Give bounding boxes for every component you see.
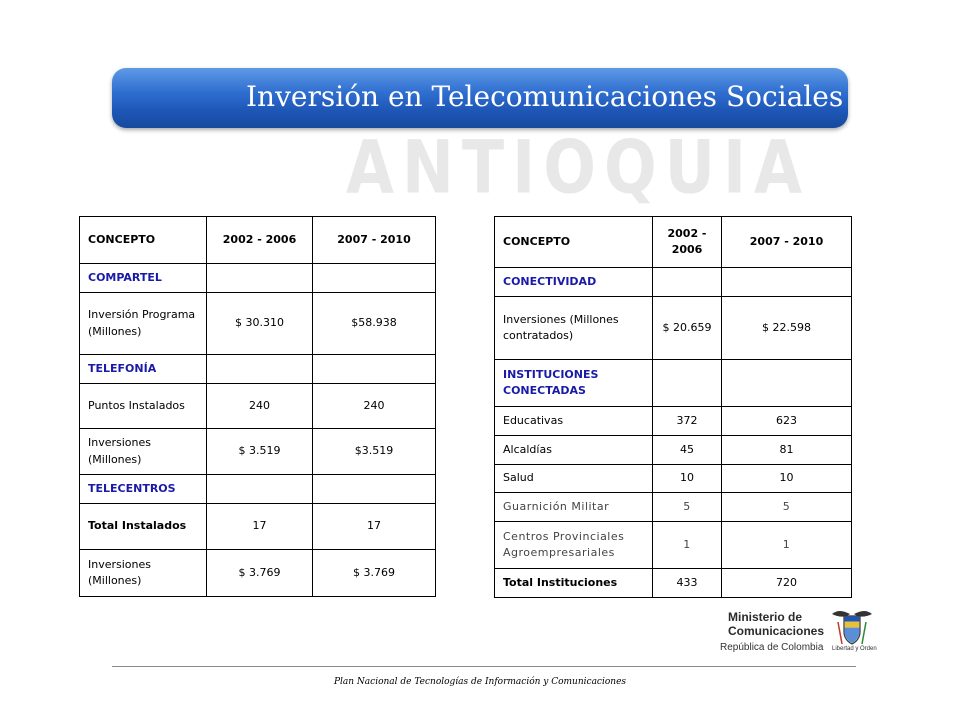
- row-value-2007: 240: [313, 384, 436, 429]
- logo-ministry-line1: Ministerio de: [728, 610, 803, 624]
- ministry-logo: [720, 608, 880, 664]
- row-concept: TELECENTROS: [80, 475, 207, 504]
- row-concept: Alcaldías: [495, 436, 653, 465]
- row-value-2002: $ 20.659: [653, 297, 722, 360]
- header-2007-2010: 2007 - 2010: [313, 217, 436, 264]
- row-value-2002: 10: [653, 465, 722, 493]
- region-title: ANTIOQUIA: [346, 124, 811, 211]
- row-concept: Inversión Programa (Millones): [80, 293, 207, 355]
- row-value-2007: 10: [722, 465, 852, 493]
- row-value-2002: [207, 264, 313, 293]
- table-row: [80, 429, 436, 475]
- row-concept: Inversiones (Millones contratados): [495, 297, 653, 360]
- table-row: [495, 360, 852, 407]
- logo-ministry-line2: Comunicaciones: [728, 624, 825, 638]
- row-concept: Centros Provinciales Agroempresariales: [495, 522, 653, 569]
- table-row: [80, 355, 436, 384]
- table-row: [80, 264, 436, 293]
- row-value-2007: $3.519: [313, 429, 436, 475]
- row-value-2007: 623: [722, 407, 852, 436]
- row-value-2007: [722, 360, 852, 407]
- row-value-2002: [653, 360, 722, 407]
- table-row: [80, 550, 436, 597]
- row-concept: COMPARTEL: [80, 264, 207, 293]
- row-concept: TELEFONÍA: [80, 355, 207, 384]
- row-value-2002: 45: [653, 436, 722, 465]
- table-row: [495, 268, 852, 297]
- table-row: [495, 436, 852, 465]
- row-concept: CONECTIVIDAD: [495, 268, 653, 297]
- footer-divider: [112, 666, 856, 667]
- row-value-2007: 81: [722, 436, 852, 465]
- row-value-2002: [653, 268, 722, 297]
- row-value-2007: [313, 355, 436, 384]
- row-value-2007: [722, 268, 852, 297]
- row-value-2007: $ 22.598: [722, 297, 852, 360]
- row-value-2002: 17: [207, 504, 313, 550]
- row-value-2007: $58.938: [313, 293, 436, 355]
- row-value-2002: 240: [207, 384, 313, 429]
- table-row: [80, 504, 436, 550]
- row-value-2002: 5: [653, 493, 722, 522]
- row-value-2007: 5: [722, 493, 852, 522]
- row-value-2002: [207, 355, 313, 384]
- header-2002-2006: 2002 - 2006: [207, 217, 313, 264]
- table-row: [495, 407, 852, 436]
- row-value-2007: 1: [722, 522, 852, 569]
- logo-motto: Libertad y Orden: [832, 646, 877, 652]
- table-row: [495, 522, 852, 569]
- row-value-2002: 1: [653, 522, 722, 569]
- row-value-2002: $ 3.519: [207, 429, 313, 475]
- row-value-2007: 17: [313, 504, 436, 550]
- table-header-row: [80, 217, 436, 264]
- row-concept: Total Instituciones: [495, 569, 653, 598]
- row-value-2002: $ 3.769: [207, 550, 313, 597]
- row-concept: Total Instalados: [80, 504, 207, 550]
- row-concept: Inversiones (Millones): [80, 429, 207, 475]
- row-value-2007: [313, 264, 436, 293]
- colombia-coat-of-arms-icon: [828, 608, 876, 648]
- page-title: Inversión en Telecomunicaciones Sociales: [246, 80, 844, 113]
- table-header-row: [495, 217, 852, 268]
- table-row: [80, 293, 436, 355]
- row-concept: Inversiones (Millones): [80, 550, 207, 597]
- row-value-2002: 433: [653, 569, 722, 598]
- row-value-2002: 372: [653, 407, 722, 436]
- row-value-2007: [313, 475, 436, 504]
- row-concept: INSTITUCIONES CONECTADAS: [495, 360, 653, 407]
- header-concepto: CONCEPTO: [80, 217, 207, 264]
- row-value-2007: 720: [722, 569, 852, 598]
- table-row: [80, 384, 436, 429]
- row-concept: Salud: [495, 465, 653, 493]
- row-value-2002: $ 30.310: [207, 293, 313, 355]
- table-row: [495, 493, 852, 522]
- table-row: [495, 465, 852, 493]
- row-value-2002: [207, 475, 313, 504]
- row-concept: Educativas: [495, 407, 653, 436]
- footer-text: Plan Nacional de Tecnologías de Información y Comunicaciones: [333, 677, 627, 687]
- logo-country: República de Colombia: [720, 642, 824, 653]
- table-row: [80, 475, 436, 504]
- row-concept: Guarnición Militar: [495, 493, 653, 522]
- row-value-2007: $ 3.769: [313, 550, 436, 597]
- investment-table-right: [494, 216, 852, 598]
- investment-table-left: [79, 216, 436, 597]
- header-2002-2006: 2002 - 2006: [653, 217, 722, 268]
- table-row: [495, 297, 852, 360]
- header-concepto: CONCEPTO: [495, 217, 653, 268]
- row-concept: Puntos Instalados: [80, 384, 207, 429]
- table-row: [495, 569, 852, 598]
- header-2007-2010: 2007 - 2010: [722, 217, 852, 268]
